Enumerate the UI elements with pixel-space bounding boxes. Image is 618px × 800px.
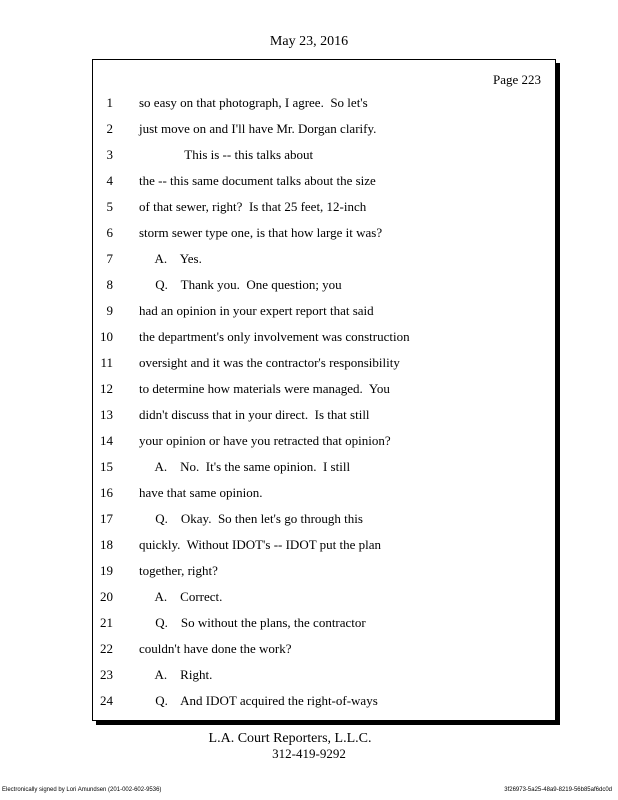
- line-number: 24: [100, 693, 113, 708]
- line-number: 4: [106, 173, 113, 188]
- footer-company: L.A. Court Reporters, L.L.C.: [208, 731, 372, 746]
- transcript-line: [93, 480, 555, 506]
- transcript-line: [93, 610, 555, 636]
- line-number: 7: [106, 251, 113, 266]
- transcript-line: [93, 636, 555, 662]
- line-text: had an opinion in your expert report that said: [139, 303, 374, 318]
- header-date: May 23, 2016: [269, 34, 349, 49]
- transcript-line: [93, 402, 555, 428]
- line-text: A. No. It's the same opinion. I still: [139, 459, 351, 474]
- line-number: 21: [100, 615, 113, 630]
- transcript-line: [93, 298, 555, 324]
- document-id: 3f26973-5a25-48a9-8219-56b85af6dc0d: [504, 787, 612, 793]
- transcript-line: [93, 532, 555, 558]
- line-text: of that sewer, right? Is that 25 feet, 12-inch: [139, 199, 367, 214]
- transcript-line: [93, 90, 555, 116]
- line-number: 12: [100, 381, 113, 396]
- line-text: A. Right.: [139, 667, 213, 682]
- line-text: your opinion or have you retracted that opinion?: [139, 433, 391, 448]
- line-text: the department's only involvement was construction: [139, 329, 410, 344]
- line-text: A. Correct.: [139, 589, 223, 604]
- page-number: Page 223: [492, 72, 541, 87]
- line-number: 20: [100, 589, 113, 604]
- transcript-page: [92, 59, 556, 721]
- line-number: 5: [106, 199, 113, 214]
- line-text: have that same opinion.: [139, 485, 263, 500]
- line-number: 10: [100, 329, 113, 344]
- line-number: 17: [100, 511, 113, 526]
- line-number: 13: [100, 407, 113, 422]
- line-text: storm sewer type one, is that how large it was?: [139, 225, 383, 240]
- transcript-line: [93, 168, 555, 194]
- line-text: Q. So without the plans, the contractor: [139, 615, 366, 630]
- line-number: 3: [106, 147, 113, 162]
- line-text: together, right?: [139, 563, 218, 578]
- transcript-line: [93, 220, 555, 246]
- transcript-line: [93, 454, 555, 480]
- line-number: 6: [106, 225, 113, 240]
- line-text: Q. And IDOT acquired the right-of-ways: [139, 693, 378, 708]
- transcript-line: [93, 428, 555, 454]
- electronic-signature: Electronically signed by Lori Amundsen (201-002-602-9536): [2, 787, 162, 793]
- line-text: A. Yes.: [139, 251, 202, 266]
- transcript-line: [93, 688, 555, 714]
- line-text: the -- this same document talks about the size: [139, 173, 376, 188]
- line-text: couldn't have done the work?: [139, 641, 292, 656]
- line-number: 2: [106, 121, 113, 136]
- line-number: 19: [100, 563, 113, 578]
- line-number: 18: [100, 537, 113, 552]
- line-number: 8: [106, 277, 113, 292]
- transcript-line: [93, 506, 555, 532]
- line-number: 11: [100, 355, 113, 370]
- transcript-line: [93, 376, 555, 402]
- line-text: oversight and it was the contractor's responsibility: [139, 355, 400, 370]
- transcript-line: [93, 324, 555, 350]
- line-text: to determine how materials were managed. You: [139, 381, 390, 396]
- footer-phone: 312-419-9292: [272, 746, 346, 761]
- line-number: 1: [106, 95, 113, 110]
- line-text: This is -- this talks about: [139, 147, 314, 162]
- transcript-line: [93, 194, 555, 220]
- line-number: 9: [106, 303, 113, 318]
- transcript-line: [93, 662, 555, 688]
- line-text: so easy on that photograph, I agree. So let's: [139, 95, 368, 110]
- line-number: 23: [100, 667, 113, 682]
- transcript-line: [93, 272, 555, 298]
- transcript-line: [93, 558, 555, 584]
- line-text: Q. Thank you. One question; you: [139, 277, 342, 292]
- transcript-line: [93, 350, 555, 376]
- line-text: quickly. Without IDOT's -- IDOT put the plan: [139, 537, 382, 552]
- line-text: just move on and I'll have Mr. Dorgan clarify.: [139, 121, 377, 136]
- transcript-line: [93, 584, 555, 610]
- transcript-line: [93, 246, 555, 272]
- transcript-line: [93, 142, 555, 168]
- line-text: didn't discuss that in your direct. Is that still: [139, 407, 370, 422]
- line-text: Q. Okay. So then let's go through this: [139, 511, 363, 526]
- line-number: 15: [100, 459, 113, 474]
- transcript-line: [93, 116, 555, 142]
- line-number: 16: [100, 485, 113, 500]
- line-number: 22: [100, 641, 113, 656]
- line-number: 14: [100, 433, 113, 448]
